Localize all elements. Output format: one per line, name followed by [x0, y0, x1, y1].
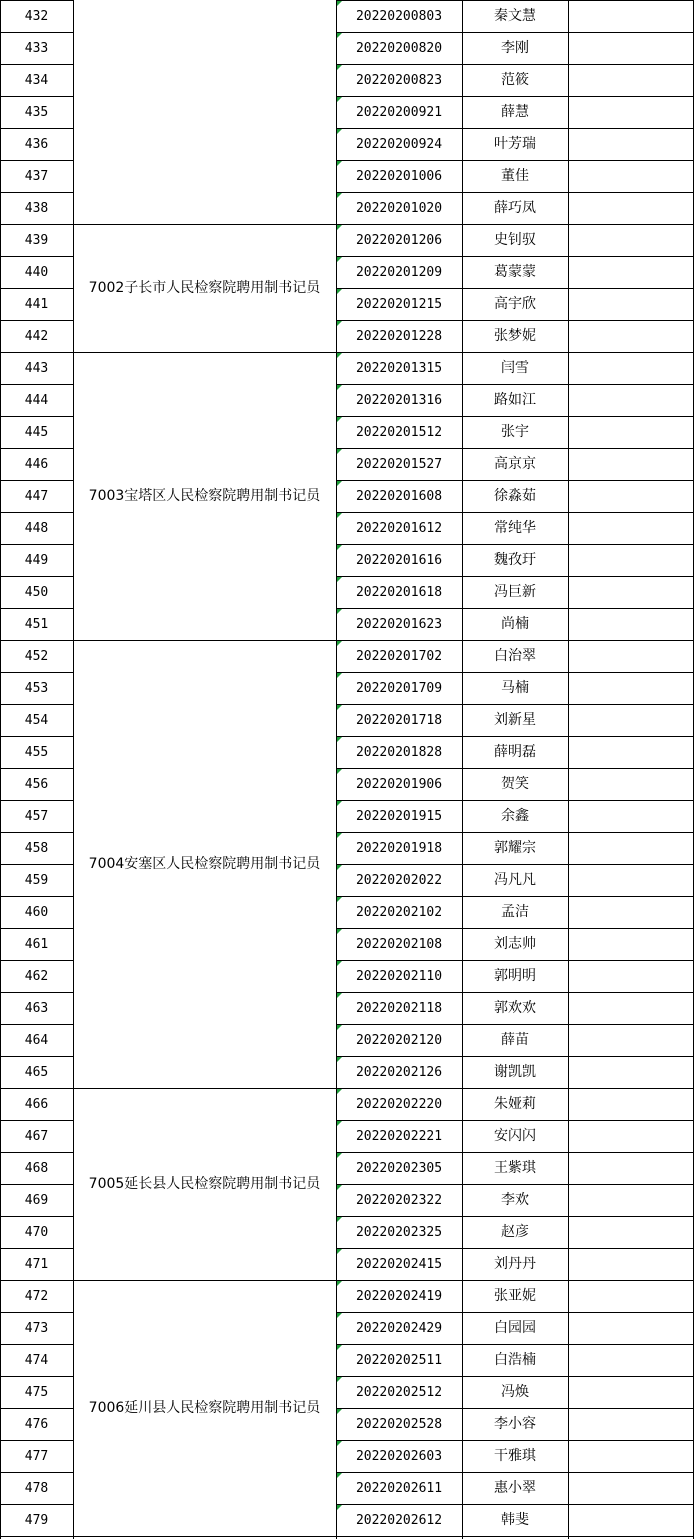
candidate-name-cell: 尚楠: [501, 616, 529, 632]
ticket-number-cell: 20220201718: [355, 712, 443, 728]
number-as-text-marker: [337, 993, 342, 998]
remark-cell: [568, 1472, 694, 1504]
remark-cell: [568, 1184, 694, 1216]
remark-cell: [568, 1216, 694, 1248]
ticket-number-cell: 20220202305: [355, 1160, 443, 1176]
remark-cell: [568, 896, 694, 928]
row-number-cell: 475: [24, 1384, 49, 1400]
candidate-name-cell: 郭耀宗: [494, 840, 536, 856]
candidate-name-cell: 李刚: [501, 40, 529, 56]
remark-cell: [568, 1312, 694, 1344]
remark-cell: [568, 96, 694, 128]
number-as-text-marker: [337, 353, 342, 358]
remark-cell: [568, 1024, 694, 1056]
number-as-text-marker: [337, 97, 342, 102]
number-as-text-marker: [337, 1025, 342, 1030]
remark-cell: [568, 32, 694, 64]
unit-name-cell: 7003宝塔区人民检察院聘用制书记员: [88, 488, 321, 504]
candidate-name-cell: 高京京: [494, 456, 536, 472]
remark-cell: [568, 416, 694, 448]
remark-cell: [568, 1504, 694, 1536]
ticket-number-cell: 20220202611: [355, 1480, 443, 1496]
ticket-number-cell: 20220201709: [355, 680, 443, 696]
candidate-name-cell: 郭明明: [494, 968, 536, 984]
ticket-number-cell: 20220201618: [355, 584, 443, 600]
candidate-name-cell: 韩斐: [501, 1512, 529, 1528]
row-number-cell: 465: [24, 1064, 49, 1080]
ticket-number-cell: 20220202429: [355, 1320, 443, 1336]
ticket-number-cell: 20220202102: [355, 904, 443, 920]
column-divider: [73, 0, 74, 1539]
ticket-number-cell: 20220201915: [355, 808, 443, 824]
group-divider: [73, 1088, 336, 1089]
row-number-cell: 432: [24, 8, 49, 24]
row-number-cell: 453: [24, 680, 49, 696]
unit-name-cell: 7002子长市人民检察院聘用制书记员: [88, 280, 321, 296]
ticket-number-cell: 20220200803: [355, 8, 443, 24]
row-number-cell: 460: [24, 904, 49, 920]
number-as-text-marker: [337, 1153, 342, 1158]
row-number-cell: 452: [24, 648, 49, 664]
row-number-cell: 443: [24, 360, 49, 376]
candidate-name-cell: 白治翠: [494, 648, 536, 664]
remark-cell: [568, 1376, 694, 1408]
ticket-number-cell: 20220202118: [355, 1000, 443, 1016]
ticket-number-cell: 20220200820: [355, 40, 443, 56]
candidate-name-cell: 李欢: [501, 1192, 529, 1208]
table-bottom-border: [0, 1536, 694, 1537]
remark-cell: [568, 992, 694, 1024]
group-divider: [73, 1280, 336, 1281]
number-as-text-marker: [337, 1345, 342, 1350]
row-number-cell: 468: [24, 1160, 49, 1176]
number-as-text-marker: [337, 417, 342, 422]
remark-cell: [568, 960, 694, 992]
number-as-text-marker: [337, 1089, 342, 1094]
ticket-number-cell: 20220201906: [355, 776, 443, 792]
remark-cell: [568, 864, 694, 896]
row-number-cell: 458: [24, 840, 49, 856]
column-divider: [0, 0, 1, 1539]
remark-cell: [568, 832, 694, 864]
candidate-name-cell: 葛蒙蒙: [494, 264, 536, 280]
ticket-number-cell: 20220202528: [355, 1416, 443, 1432]
ticket-number-cell: 20220202220: [355, 1096, 443, 1112]
number-as-text-marker: [337, 545, 342, 550]
row-number-cell: 463: [24, 1000, 49, 1016]
number-as-text-marker: [337, 513, 342, 518]
number-as-text-marker: [337, 1249, 342, 1254]
number-as-text-marker: [337, 385, 342, 390]
remark-cell: [568, 1248, 694, 1280]
number-as-text-marker: [337, 481, 342, 486]
number-as-text-marker: [337, 833, 342, 838]
number-as-text-marker: [337, 961, 342, 966]
number-as-text-marker: [337, 1, 342, 6]
number-as-text-marker: [337, 1185, 342, 1190]
row-number-cell: 433: [24, 40, 49, 56]
candidate-name-cell: 刘志帅: [494, 936, 536, 952]
candidate-name-cell: 干雅琪: [494, 1448, 536, 1464]
ticket-number-cell: 20220202022: [355, 872, 443, 888]
number-as-text-marker: [337, 673, 342, 678]
row-number-cell: 441: [24, 296, 49, 312]
remark-cell: [568, 544, 694, 576]
ticket-number-cell: 20220201828: [355, 744, 443, 760]
number-as-text-marker: [337, 1281, 342, 1286]
unit-name-cell: 7006延川县人民检察院聘用制书记员: [88, 1400, 321, 1416]
row-number-cell: 474: [24, 1352, 49, 1368]
remark-cell: [568, 64, 694, 96]
ticket-number-cell: 20220202126: [355, 1064, 443, 1080]
number-as-text-marker: [337, 1313, 342, 1318]
ticket-number-cell: 20220200823: [355, 72, 443, 88]
column-divider: [568, 0, 569, 1539]
candidate-name-cell: 赵彦: [501, 1224, 529, 1240]
number-as-text-marker: [337, 801, 342, 806]
candidate-name-cell: 朱娅莉: [494, 1096, 536, 1112]
candidate-name-cell: 冯凡凡: [494, 872, 536, 888]
ticket-number-cell: 20220201512: [355, 424, 443, 440]
row-number-cell: 445: [24, 424, 49, 440]
number-as-text-marker: [337, 257, 342, 262]
row-number-cell: 438: [24, 200, 49, 216]
number-as-text-marker: [337, 193, 342, 198]
number-as-text-marker: [337, 161, 342, 166]
row-number-cell: 478: [24, 1480, 49, 1496]
unit-name-cell: 7004安塞区人民检察院聘用制书记员: [88, 856, 321, 872]
candidate-name-cell: 闫雪: [501, 360, 529, 376]
row-number-cell: 439: [24, 232, 49, 248]
number-as-text-marker: [337, 609, 342, 614]
remark-cell: [568, 640, 694, 672]
candidate-name-cell: 秦文慧: [494, 8, 536, 24]
candidate-name-cell: 马楠: [501, 680, 529, 696]
ticket-number-cell: 20220201608: [355, 488, 443, 504]
row-number-cell: 479: [24, 1512, 49, 1528]
row-number-cell: 450: [24, 584, 49, 600]
remark-cell: [568, 256, 694, 288]
ticket-number-cell: 20220202415: [355, 1256, 443, 1272]
row-number-cell: 459: [24, 872, 49, 888]
number-as-text-marker: [337, 737, 342, 742]
group-divider: [73, 640, 336, 641]
candidate-name-cell: 冯巨新: [494, 584, 536, 600]
row-number-cell: 442: [24, 328, 49, 344]
remark-cell: [568, 1280, 694, 1312]
ticket-number-cell: 20220202325: [355, 1224, 443, 1240]
candidate-name-cell: 高宇欣: [494, 296, 536, 312]
ticket-number-cell: 20220202603: [355, 1448, 443, 1464]
ticket-number-cell: 20220201228: [355, 328, 443, 344]
ticket-number-cell: 20220201702: [355, 648, 443, 664]
candidate-name-cell: 白浩楠: [494, 1352, 536, 1368]
ticket-number-cell: 20220201616: [355, 552, 443, 568]
candidate-name-cell: 张梦妮: [494, 328, 536, 344]
row-number-cell: 457: [24, 808, 49, 824]
ticket-number-cell: 20220201209: [355, 264, 443, 280]
candidate-name-cell: 惠小翠: [494, 1480, 536, 1496]
row-number-cell: 471: [24, 1256, 49, 1272]
row-number-cell: 469: [24, 1192, 49, 1208]
row-number-cell: 440: [24, 264, 49, 280]
remark-cell: [568, 928, 694, 960]
remark-cell: [568, 736, 694, 768]
candidate-name-cell: 白园园: [494, 1320, 536, 1336]
number-as-text-marker: [337, 1057, 342, 1062]
candidate-name-cell: 冯焕: [501, 1384, 529, 1400]
candidate-name-cell: 史钊驭: [494, 232, 536, 248]
remark-cell: [568, 608, 694, 640]
remark-cell: [568, 480, 694, 512]
row-number-cell: 447: [24, 488, 49, 504]
ticket-number-cell: 20220202221: [355, 1128, 443, 1144]
candidate-name-cell: 贺笑: [501, 776, 529, 792]
row-number-cell: 437: [24, 168, 49, 184]
remark-cell: [568, 800, 694, 832]
candidate-name-cell: 张亚妮: [494, 1288, 536, 1304]
number-as-text-marker: [337, 225, 342, 230]
number-as-text-marker: [337, 1441, 342, 1446]
candidate-name-cell: 常纯华: [494, 520, 536, 536]
remark-cell: [568, 704, 694, 736]
row-number-cell: 456: [24, 776, 49, 792]
row-number-cell: 477: [24, 1448, 49, 1464]
candidate-name-cell: 刘丹丹: [494, 1256, 536, 1272]
row-number-cell: 435: [24, 104, 49, 120]
row-number-cell: 444: [24, 392, 49, 408]
remark-cell: [568, 1120, 694, 1152]
candidate-name-cell: 余鑫: [501, 808, 529, 824]
remark-cell: [568, 576, 694, 608]
ticket-number-cell: 20220201315: [355, 360, 443, 376]
row-number-cell: 462: [24, 968, 49, 984]
number-as-text-marker: [337, 865, 342, 870]
number-as-text-marker: [337, 1377, 342, 1382]
remark-cell: [568, 1152, 694, 1184]
number-as-text-marker: [337, 289, 342, 294]
column-divider: [462, 0, 463, 1539]
row-number-cell: 464: [24, 1032, 49, 1048]
number-as-text-marker: [337, 1505, 342, 1510]
candidate-name-cell: 徐淼茹: [494, 488, 536, 504]
candidate-name-cell: 郭欢欢: [494, 1000, 536, 1016]
ticket-number-cell: 20220202322: [355, 1192, 443, 1208]
row-number-cell: 470: [24, 1224, 49, 1240]
ticket-number-cell: 20220201006: [355, 168, 443, 184]
number-as-text-marker: [337, 1121, 342, 1126]
row-number-cell: 448: [24, 520, 49, 536]
number-as-text-marker: [337, 577, 342, 582]
row-number-cell: 461: [24, 936, 49, 952]
row-number-cell: 472: [24, 1288, 49, 1304]
remark-cell: [568, 1056, 694, 1088]
remark-cell: [568, 320, 694, 352]
number-as-text-marker: [337, 769, 342, 774]
candidate-name-cell: 董佳: [501, 168, 529, 184]
ticket-number-cell: 20220200924: [355, 136, 443, 152]
candidate-name-cell: 薛明磊: [494, 744, 536, 760]
remark-cell: [568, 1440, 694, 1472]
number-as-text-marker: [337, 33, 342, 38]
group-divider: [73, 224, 336, 225]
ticket-number-cell: 20220201918: [355, 840, 443, 856]
ticket-number-cell: 20220201215: [355, 296, 443, 312]
remark-cell: [568, 1088, 694, 1120]
number-as-text-marker: [337, 897, 342, 902]
candidate-name-cell: 范筱: [501, 72, 529, 88]
ticket-number-cell: 20220202419: [355, 1288, 443, 1304]
ticket-number-cell: 20220202120: [355, 1032, 443, 1048]
remark-cell: [568, 512, 694, 544]
ticket-number-cell: 20220202511: [355, 1352, 443, 1368]
candidate-name-cell: 谢凯凯: [494, 1064, 536, 1080]
row-number-cell: 434: [24, 72, 49, 88]
ticket-number-cell: 20220202110: [355, 968, 443, 984]
ticket-number-cell: 20220201527: [355, 456, 443, 472]
remark-cell: [568, 672, 694, 704]
ticket-number-cell: 20220202108: [355, 936, 443, 952]
row-number-cell: 455: [24, 744, 49, 760]
ticket-number-cell: 20220201612: [355, 520, 443, 536]
row-number-cell: 476: [24, 1416, 49, 1432]
remark-cell: [568, 0, 694, 32]
remark-cell: [568, 160, 694, 192]
number-as-text-marker: [337, 449, 342, 454]
candidate-name-cell: 叶芳瑞: [494, 136, 536, 152]
candidate-name-cell: 路如江: [494, 392, 536, 408]
number-as-text-marker: [337, 1409, 342, 1414]
number-as-text-marker: [337, 129, 342, 134]
ticket-number-cell: 20220201206: [355, 232, 443, 248]
number-as-text-marker: [337, 705, 342, 710]
row-number-cell: 446: [24, 456, 49, 472]
remark-cell: [568, 288, 694, 320]
ticket-number-cell: 20220202612: [355, 1512, 443, 1528]
candidate-name-cell: 薛苗: [501, 1032, 529, 1048]
column-divider: [336, 0, 337, 1539]
group-divider: [73, 352, 336, 353]
remark-cell: [568, 352, 694, 384]
remark-cell: [568, 128, 694, 160]
ticket-number-cell: 20220202512: [355, 1384, 443, 1400]
remark-cell: [568, 448, 694, 480]
number-as-text-marker: [337, 1217, 342, 1222]
remark-cell: [568, 1344, 694, 1376]
remark-cell: [568, 1408, 694, 1440]
remark-cell: [568, 768, 694, 800]
remark-cell: [568, 224, 694, 256]
ticket-number-cell: 20220201623: [355, 616, 443, 632]
candidate-name-cell: 王紫琪: [494, 1160, 536, 1176]
candidate-name-cell: 孟洁: [501, 904, 529, 920]
remark-cell: [568, 384, 694, 416]
candidate-name-cell: 薛慧: [501, 104, 529, 120]
candidate-name-cell: 李小容: [494, 1416, 536, 1432]
candidate-name-cell: 刘新星: [494, 712, 536, 728]
ticket-number-cell: 20220201020: [355, 200, 443, 216]
number-as-text-marker: [337, 65, 342, 70]
unit-name-cell: [73, 0, 336, 224]
row-number-cell: 467: [24, 1128, 49, 1144]
ticket-number-cell: 20220201316: [355, 392, 443, 408]
number-as-text-marker: [337, 929, 342, 934]
row-number-cell: 473: [24, 1320, 49, 1336]
ticket-number-cell: 20220200921: [355, 104, 443, 120]
number-as-text-marker: [337, 1473, 342, 1478]
remark-cell: [568, 192, 694, 224]
candidate-name-cell: 魏孜玗: [494, 552, 536, 568]
unit-name-cell: 7005延长县人民检察院聘用制书记员: [88, 1176, 321, 1192]
number-as-text-marker: [337, 321, 342, 326]
candidate-name-cell: 张宇: [501, 424, 529, 440]
row-number-cell: 436: [24, 136, 49, 152]
row-number-cell: 454: [24, 712, 49, 728]
number-as-text-marker: [337, 641, 342, 646]
row-number-cell: 451: [24, 616, 49, 632]
row-number-cell: 449: [24, 552, 49, 568]
candidate-name-cell: 安闪闪: [494, 1128, 536, 1144]
row-number-cell: 466: [24, 1096, 49, 1112]
candidate-name-cell: 薛巧凤: [494, 200, 536, 216]
